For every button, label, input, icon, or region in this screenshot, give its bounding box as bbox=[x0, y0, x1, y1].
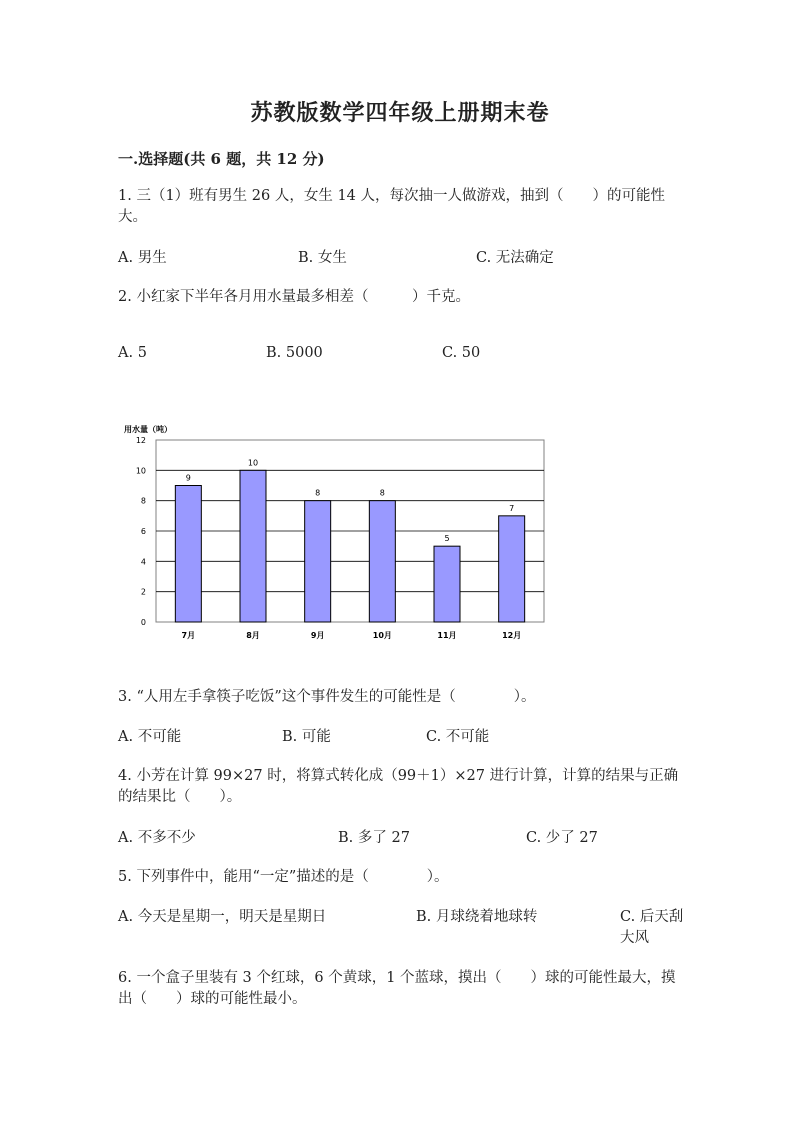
question-4: 4. 小芳在计算 99×27 时，将算式转化成（99＋1）×27 进行计算，计算的结果与正确的结果比（ ）。 bbox=[118, 768, 679, 805]
y-tick-label: 0 bbox=[140, 618, 146, 627]
question-5: 5. 下列事件中，能用“一定”描述的是（ ）。 bbox=[118, 869, 449, 885]
bar bbox=[240, 470, 266, 622]
data-label: 9 bbox=[185, 473, 191, 483]
data-label: 7 bbox=[509, 503, 515, 513]
option-c[interactable]: C. 少了 27 bbox=[526, 830, 598, 846]
y-tick-label: 2 bbox=[140, 587, 146, 597]
bar bbox=[369, 501, 395, 622]
question-2-options bbox=[118, 343, 684, 365]
section-heading: 一.选择题(共 6 题，共 12 分) bbox=[118, 150, 325, 168]
option-b[interactable]: B. 月球绕着地球转 bbox=[416, 909, 538, 925]
question-2: 2. 小红家下半年各月用水量最多相差（ ）千克。 bbox=[118, 289, 470, 305]
option-b[interactable]: B. 可能 bbox=[282, 729, 331, 745]
data-label: 10 bbox=[247, 458, 259, 468]
x-tick-label: 8月 bbox=[246, 631, 260, 640]
page-title: 苏教版数学四年级上册期末卷 bbox=[250, 100, 550, 126]
bar bbox=[175, 486, 201, 623]
data-label: 5 bbox=[444, 534, 450, 544]
y-tick-label: 8 bbox=[140, 496, 146, 506]
option-b[interactable]: B. 女生 bbox=[298, 250, 347, 266]
question-1: 1. 三（1）班有男生 26 人，女生 14 人，每次抽一人做游戏，抽到（ ）的可能性大。 bbox=[118, 188, 666, 225]
option-b[interactable]: B. 多了 27 bbox=[338, 830, 410, 846]
option-c[interactable]: C. 后天刮大风 bbox=[620, 909, 684, 946]
question-1-options bbox=[118, 248, 684, 270]
x-tick-label: 10月 bbox=[372, 631, 392, 640]
bar bbox=[499, 516, 525, 622]
option-b[interactable]: B. 5000 bbox=[266, 345, 323, 361]
option-a[interactable]: A. 男生 bbox=[118, 250, 167, 266]
option-a[interactable]: A. 今天是星期一，明天是星期日 bbox=[118, 909, 327, 925]
question-3-options bbox=[118, 727, 684, 749]
data-label: 8 bbox=[379, 488, 385, 498]
bar bbox=[305, 501, 331, 622]
water-usage-chart bbox=[118, 418, 558, 650]
option-c[interactable]: C. 无法确定 bbox=[476, 250, 554, 266]
question-6: 6. 一个盒子里装有 3 个红球，6 个黄球，1 个蓝球，摸出（ ）球的可能性最大，摸出（ ）球的可能性最小。 bbox=[118, 970, 676, 1007]
x-tick-label: 12月 bbox=[502, 631, 522, 640]
option-a[interactable]: A. 5 bbox=[118, 345, 147, 361]
option-a[interactable]: A. 不多不少 bbox=[118, 830, 196, 846]
y-tick-label: 6 bbox=[140, 527, 146, 536]
question-3: 3. “人用左手拿筷子吃饭”这个事件发生的可能性是（ ）。 bbox=[118, 689, 536, 705]
data-label: 8 bbox=[315, 488, 321, 498]
option-c[interactable]: C. 不可能 bbox=[426, 729, 490, 745]
chart-title: 用水量（吨） bbox=[124, 425, 172, 434]
x-tick-label: 7月 bbox=[181, 631, 196, 640]
option-a[interactable]: A. 不可能 bbox=[118, 729, 182, 745]
question-5-options bbox=[118, 907, 684, 951]
x-tick-label: 11月 bbox=[437, 631, 457, 640]
bar bbox=[434, 546, 460, 622]
x-tick-label: 9月 bbox=[310, 631, 325, 640]
question-4-options bbox=[118, 828, 684, 850]
option-c[interactable]: C. 50 bbox=[442, 345, 481, 361]
y-tick-label: 12 bbox=[135, 436, 146, 445]
y-tick-label: 10 bbox=[135, 466, 146, 476]
y-tick-label: 4 bbox=[140, 557, 146, 567]
